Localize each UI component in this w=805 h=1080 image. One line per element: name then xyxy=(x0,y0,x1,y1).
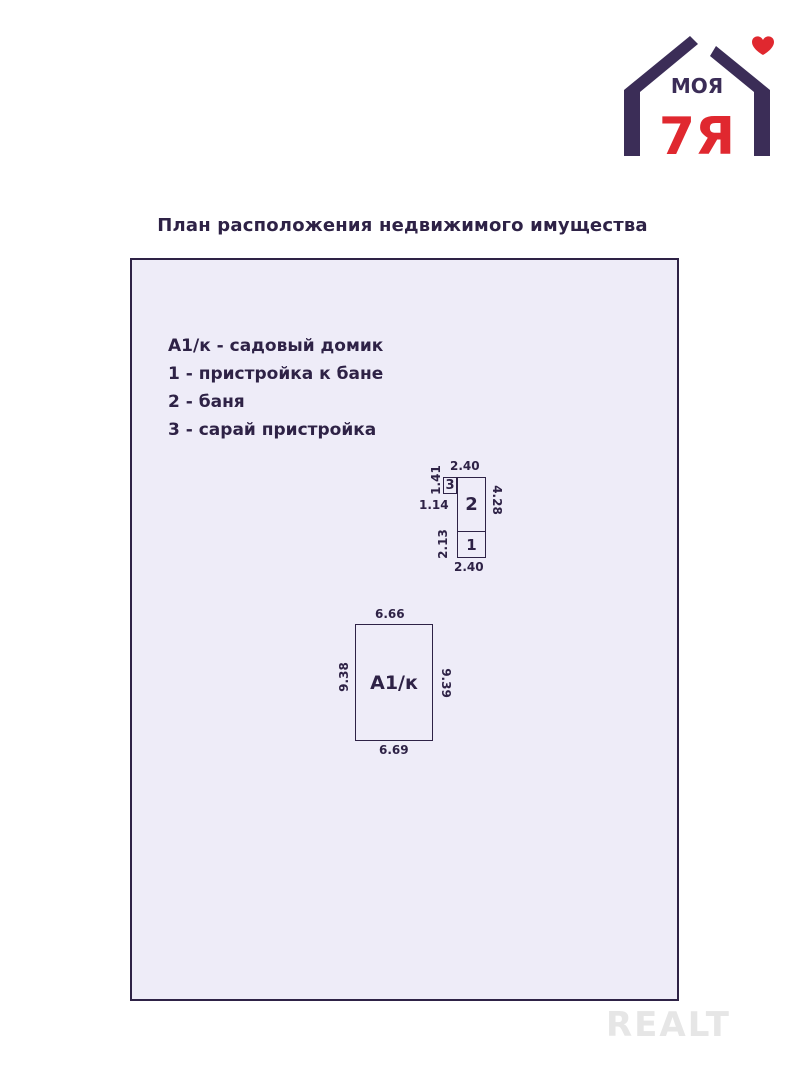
house-left-dim: 9.38 xyxy=(337,662,351,692)
page-title: План расположения недвижимого имущества xyxy=(157,215,648,236)
legend-item-house: А1/к - садовый домик xyxy=(168,336,384,356)
logo-text-bottom: 7Я xyxy=(658,107,736,163)
building-2-label: 2 xyxy=(465,494,478,515)
building-3-label: 3 xyxy=(445,478,455,493)
moya-7ya-logo xyxy=(612,28,782,163)
heart-icon xyxy=(752,36,774,55)
annex-right-dim: 4.28 xyxy=(490,485,504,515)
house-bottom-dim: 6.69 xyxy=(379,743,409,757)
legend-item-annex: 1 - пристройка к бане xyxy=(168,364,384,384)
house-top-dim: 6.66 xyxy=(375,607,405,621)
realt-watermark: REALT xyxy=(606,1005,731,1045)
annex-left-gap-dim: 1.14 xyxy=(419,498,449,512)
logo-text-top: МОЯ xyxy=(670,74,724,98)
annex-left-1-dim: 2.13 xyxy=(436,529,450,559)
legend-item-bath: 2 - баня xyxy=(168,392,245,412)
annex-left-3-dim: 1.41 xyxy=(429,465,443,495)
building-a1k-label: А1/к xyxy=(370,671,418,694)
annex-top-dim: 2.40 xyxy=(450,459,480,473)
building-1-label: 1 xyxy=(466,535,477,554)
legend-item-shed: 3 - сарай пристройка xyxy=(168,420,377,440)
legend xyxy=(168,332,383,444)
annex-bottom-dim: 2.40 xyxy=(454,560,484,574)
house-right-dim: 9.39 xyxy=(439,668,453,698)
